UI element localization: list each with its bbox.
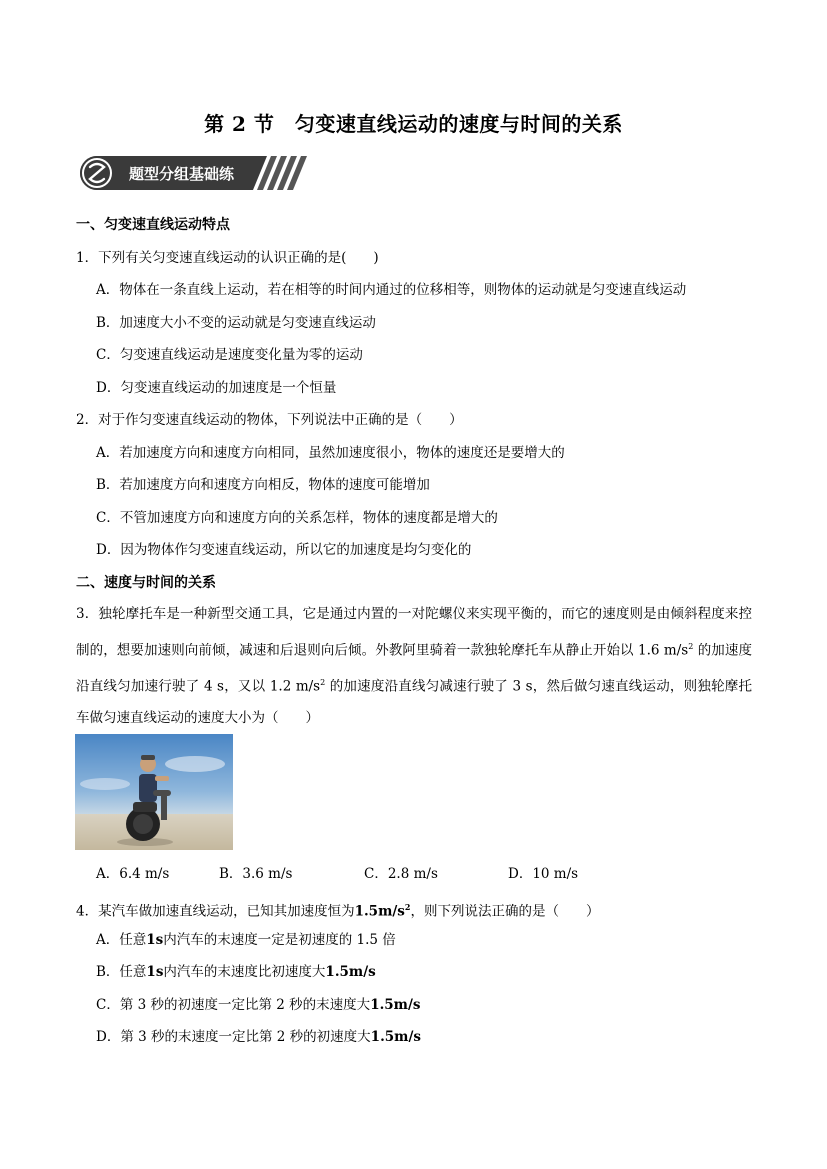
q2-stem: 2．对于作匀变速直线运动的物体，下列说法中正确的是（ ） xyxy=(76,412,463,428)
section-heading-1: 一、匀变速直线运动特点 xyxy=(76,217,230,233)
q4-option-c: C．第 3 秒的初速度一定比第 2 秒的末速度大1.5m/s xyxy=(96,997,421,1013)
section-heading-2: 二、速度与时间的关系 xyxy=(76,575,216,591)
page-title: 第 2 节 匀变速直线运动的速度与时间的关系 xyxy=(204,112,623,136)
q1-option-a: A．物体在一条直线上运动，若在相等的时间内通过的位移相等，则物体的运动就是匀变速直线运动 xyxy=(96,282,687,298)
unicycle-photo xyxy=(75,734,233,850)
q4-option-b: B．任意1s内汽车的末速度比初速度大1.5m/s xyxy=(96,964,376,980)
q1-option-d: D．匀变速直线运动的加速度是一个恒量 xyxy=(96,380,337,396)
q4-stem: 4．某汽车做加速直线运动，已知其加速度恒为$1.5m/s^2$，则下列说法正确的是（ ） xyxy=(76,902,600,920)
q3-option-c: C．2.8 m/s xyxy=(364,866,438,882)
q2-option-d: D．因为物体作匀变速直线运动，所以它的加速度是均匀变化的 xyxy=(96,542,472,558)
q3-stem: 3．独轮摩托车是一种新型交通工具，它是通过内置的一对陀螺仪来实现平衡的，而它的速度则是由倾斜程度来控制的，想要加速则向前倾，减速和后退则向后倾。外教阿里骑着一款独轮摩托车从静止开始以 1.6 $m/s^2$ 的加速度沿直线匀加速行驶了 4 s，又以 1.2 $m/s^2$ 的加速度沿直线匀减速行驶了 3 s，然后做匀速直线运动，则独轮摩托车做匀速直线运动的速度大小为（ ） xyxy=(76,606,753,726)
q3-option-d: D．10 m/s xyxy=(508,866,579,882)
q4-option-a: A．任意1s内汽车的末速度一定是初速度的 1.5 倍 xyxy=(96,932,396,948)
section-banner xyxy=(77,152,307,194)
q3-option-b: B．3.6 m/s xyxy=(219,866,293,882)
q4-option-d: D．第 3 秒的末速度一定比第 2 秒的初速度大1.5m/s xyxy=(96,1029,421,1045)
q1-option-b: B．加速度大小不变的运动就是匀变速直线运动 xyxy=(96,315,376,331)
banner-label: 题型分组基础练 xyxy=(129,165,235,183)
q2-option-b: B．若加速度方向和速度方向相反，物体的速度可能增加 xyxy=(96,477,430,493)
q1-stem: 1．下列有关匀变速直线运动的认识正确的是( ) xyxy=(76,250,379,266)
banner-graphic xyxy=(77,152,307,194)
q2-option-c: C．不管加速度方向和速度方向的关系怎样，物体的速度都是增大的 xyxy=(96,510,498,526)
q3-option-a: A．6.4 m/s xyxy=(96,866,170,882)
q1-option-c: C．匀变速直线运动是速度变化量为零的运动 xyxy=(96,347,363,363)
q3-options xyxy=(96,864,756,884)
q2-option-a: A．若加速度方向和速度方向相同，虽然加速度很小，物体的速度还是要增大的 xyxy=(96,445,565,461)
